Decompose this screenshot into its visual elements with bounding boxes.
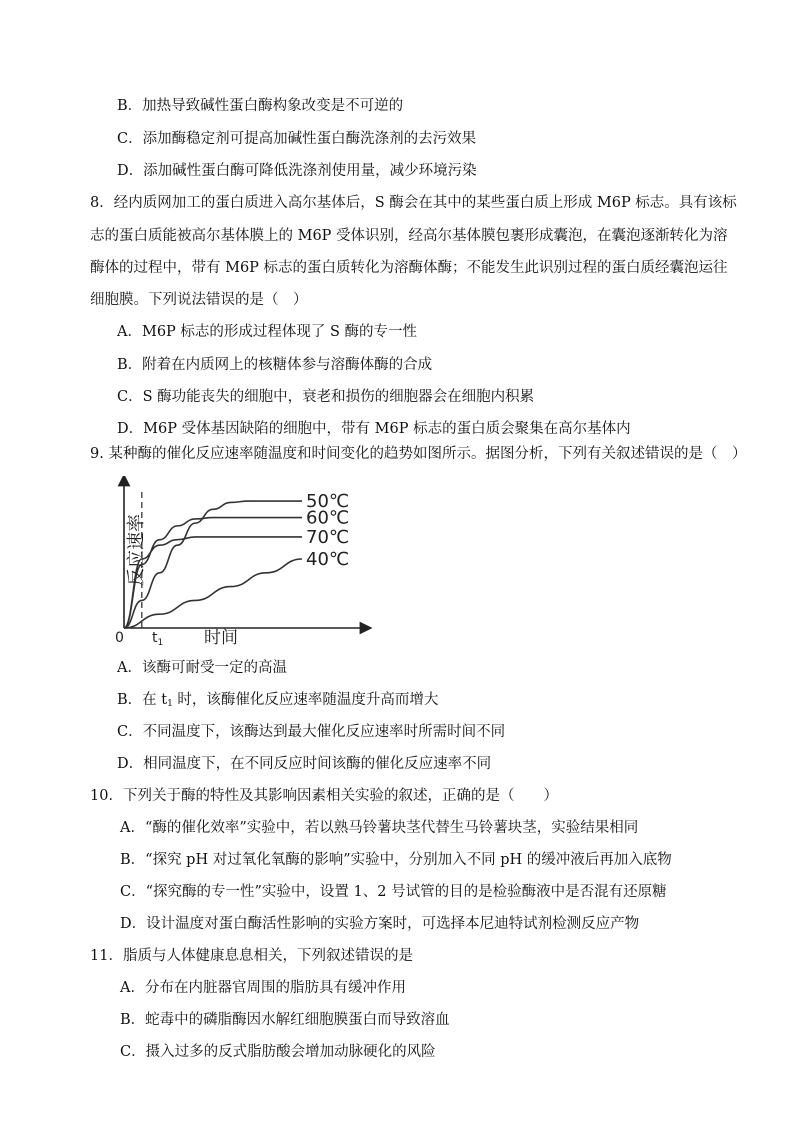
q9-option-b: B．在 $t_1$ 时，该酶催化反应速率随温度升高而增大 xyxy=(117,692,439,709)
origin-label: 0 xyxy=(115,630,124,646)
t1-label: $t_1$ xyxy=(152,630,164,646)
q10-stem: 10．下列关于酶的特性及其影响因素相关实验的叙述，正确的是（ ） xyxy=(90,788,558,804)
q8-stem-line-4: 细胞膜。下列说法错误的是（ ） xyxy=(90,292,308,308)
rate-time-chart xyxy=(112,476,372,646)
series-label-70℃: 70℃ xyxy=(306,526,350,548)
q8-option-a: A．M6P 标志的形成过程体现了 S 酶的专一性 xyxy=(117,324,418,340)
q10-option-d: D．设计温度对蛋白酶活性影响的实验方案时，可选择本尼迪特试剂检测反应产物 xyxy=(120,916,640,932)
series-label-40℃: 40℃ xyxy=(306,549,350,570)
q9-option-c: C．不同温度下，该酶达到最大催化反应速率时所需时间不同 xyxy=(117,724,506,740)
q8-option-d: D．M6P 受体基因缺陷的细胞中，带有 M6P 标志的蛋白质会聚集在高尔基体内 xyxy=(117,421,631,437)
q7-option-b: B．加热导致碱性蛋白酶构象改变是不可逆的 xyxy=(117,98,404,114)
series-label-60℃: 60℃ xyxy=(306,507,350,529)
q10-option-c: C．“探究酶的专一性”实验中，设置 1、2 号试管的目的是检验酶液中是否混有还原糖 xyxy=(120,884,667,900)
q8-option-b: B．附着在内质网上的核糖体参与溶酶体酶的合成 xyxy=(117,357,433,373)
y-axis-label: 反应速率 xyxy=(126,514,147,586)
series-label-50℃: 50℃ xyxy=(306,491,350,513)
series-line-60℃ xyxy=(124,518,302,628)
x-axis-label: 时间 xyxy=(204,628,238,646)
q11-option-b: B．蛇毒中的磷脂酶因水解红细胞膜蛋白而导致溶血 xyxy=(120,1012,450,1028)
q9-option-a: A．该酶可耐受一定的高温 xyxy=(117,660,287,676)
q10-option-a: A．“酶的催化效率”实验中，若以熟马铃薯块茎代替生马铃薯块茎，实验结果相同 xyxy=(120,820,639,836)
q11-option-c: C．摄入过多的反式脂肪酸会增加动脉硬化的风险 xyxy=(120,1044,436,1060)
q9-stem: 9. 某种酶的催化反应速率随温度和时间变化的趋势如图所示。据图分析，下列有关叙述错误的是（ ） xyxy=(90,446,747,462)
series-line-40℃ xyxy=(124,559,302,628)
q8-stem-line-1: 8．经内质网加工的蛋白质进入高尔基体后，S 酶会在其中的某些蛋白质上形成 M6P 标志。具有该标 xyxy=(90,195,737,211)
q7-option-c: C．添加酶稳定剂可提高加碱性蛋白酶洗涤剂的去污效果 xyxy=(117,131,477,147)
q11-option-a: A．分布在内脏器官周围的脂肪具有缓冲作用 xyxy=(120,980,406,996)
q8-stem-line-3: 酶体的过程中，带有 M6P 标志的蛋白质转化为溶酶体酶；不能发生此识别过程的蛋白质经囊泡运往 xyxy=(90,260,728,276)
q9-option-d: D．相同温度下，在不同反应时间该酶的催化反应速率不同 xyxy=(117,756,492,772)
q8-stem-line-2: 志的蛋白质能被高尔基体膜上的 M6P 受体识别，经高尔基体膜包裹形成囊泡，在囊泡逐渐转化为溶 xyxy=(90,228,728,244)
series-line-50℃ xyxy=(124,501,302,628)
q11-stem: 11．脂质与人体健康息息相关，下列叙述错误的是 xyxy=(90,948,413,964)
q7-option-d: D．添加碱性蛋白酶可降低洗涤剂使用量，减少环境污染 xyxy=(117,163,477,179)
q8-option-c: C．S 酶功能丧失的细胞中，衰老和损伤的细胞器会在细胞内积累 xyxy=(117,389,535,405)
q10-option-b: B．“探究 pH 对过氧化氧酶的影响”实验中，分别加入不同 pH 的缓冲液后再加入底物 xyxy=(120,852,672,868)
